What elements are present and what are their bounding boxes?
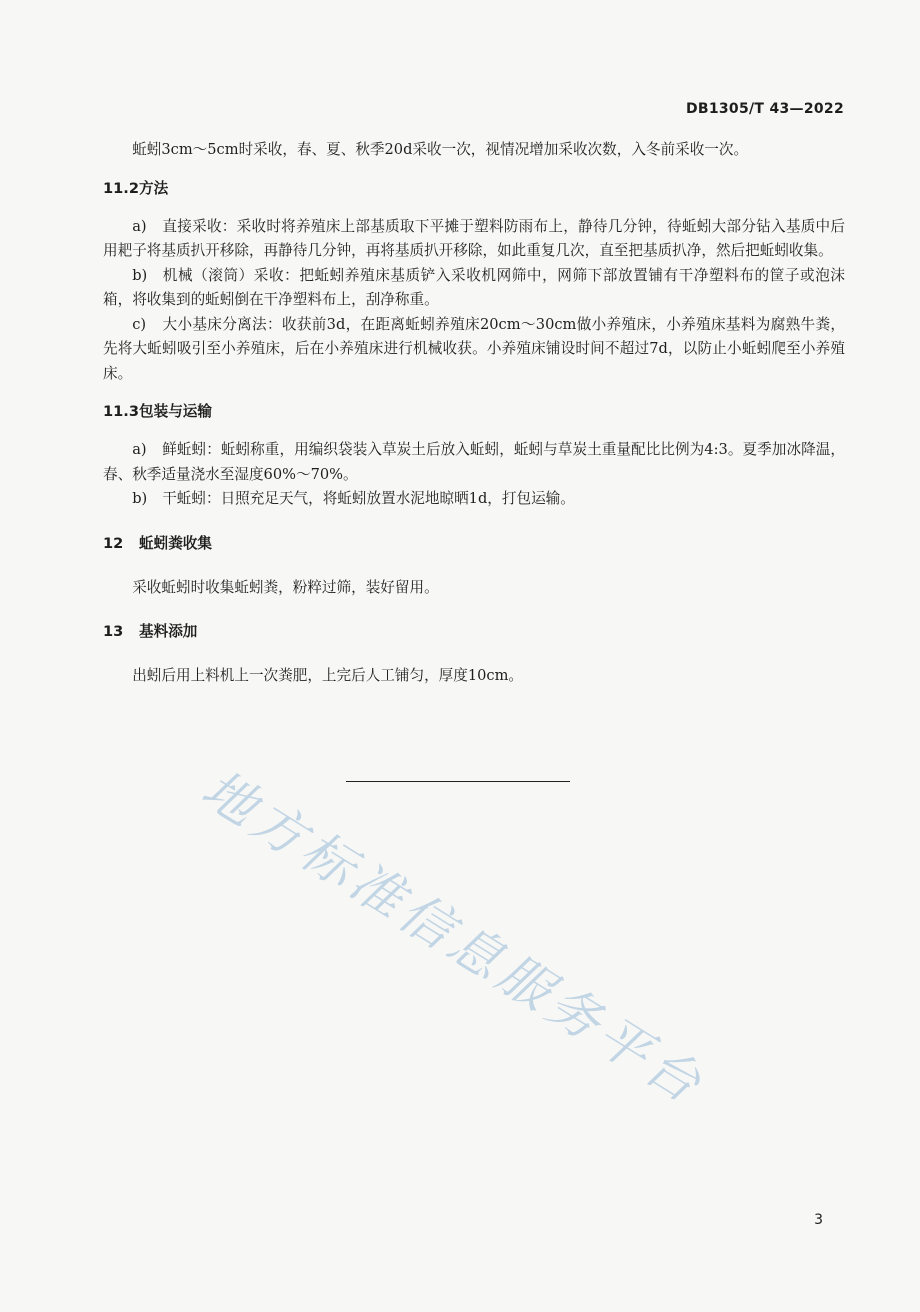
section-heading-12 (103, 532, 845, 556)
list-item-marker: b) (132, 490, 148, 507)
section-number: 12 (103, 534, 124, 552)
section-title: 包装与运输 (139, 403, 212, 420)
list-item-marker: a) (132, 217, 147, 235)
section-heading-11-2 (103, 177, 845, 201)
section-title: 方法 (139, 179, 169, 197)
list-item-text: 直接采收：采收时将养殖床上部基质取下平摊于塑料防雨布上，静待几分钟，待蚯蚓大部分钻入基质中后用耙子将基质扒开移除，再静待几分钟，再将基质扒开移除，如此重复几次，直至把基质扒净，然后把蚯蚓收集。 (103, 217, 845, 259)
end-of-document-rule (346, 781, 570, 782)
list-item-text: 鲜蚯蚓：蚯蚓称重，用编织袋装入草炭土后放入蚯蚓，蚯蚓与草炭土重量配比比例为4:3。夏季加冰降温，春、秋季适量浇水至湿度60%～70%。 (103, 441, 845, 483)
section-number: 11.2 (103, 179, 140, 197)
section-title: 蚯蚓粪收集 (139, 534, 212, 552)
section-title: 基料添加 (139, 623, 198, 640)
harvest-time-paragraph: 蚯蚓3cm～5cm时采收，春、夏、秋季20d采收一次，视情况增加采收次数，入冬前采收一次。 (132, 141, 749, 158)
section-13-paragraph: 出蚓后用上料机上一次粪肥，上完后人工铺匀，厚度10cm。 (132, 667, 524, 684)
list-item (103, 438, 845, 487)
section-number: 13 (103, 623, 124, 640)
list-item-marker: b) (132, 266, 148, 284)
section-number: 11.3 (103, 403, 140, 420)
list-item-marker: c) (132, 315, 147, 333)
list-item (103, 487, 845, 512)
list-item-marker: a) (132, 441, 147, 458)
section-heading-13 (103, 620, 845, 644)
list-item-text: 干蚯蚓：日照充足天气，将蚯蚓放置水泥地晾晒1d，打包运输。 (162, 490, 575, 507)
section-heading-11-3 (103, 400, 845, 424)
list-item (103, 215, 845, 264)
list-item (103, 264, 845, 313)
section-12-paragraph: 采收蚯蚓时收集蚯蚓粪，粉粹过筛，装好留用。 (132, 578, 439, 596)
page-number: 3 (814, 1212, 823, 1228)
list-item (103, 313, 845, 387)
watermark: 地方标准信息服务平台 (191, 759, 715, 1118)
list-item-text: 机械（滚筒）采收：把蚯蚓养殖床基质铲入采收机网筛中，网筛下部放置铺有干净塑料布的筐子或泡沫箱，将收集到的蚯蚓倒在干净塑料布上，刮净称重。 (103, 266, 845, 308)
document-code: DB1305/T 43—2022 (685, 101, 844, 117)
document-body (103, 138, 845, 689)
list-item-text: 大小基床分离法：收获前3d，在距离蚯蚓养殖床20cm～30cm做小养殖床，小养殖床基料为腐熟牛粪，先将大蚯蚓吸引至小养殖床，后在小养殖床进行机械收获。小养殖床铺设时间不超过7d，以防止小蚯蚓爬至小养殖床。 (103, 315, 845, 382)
